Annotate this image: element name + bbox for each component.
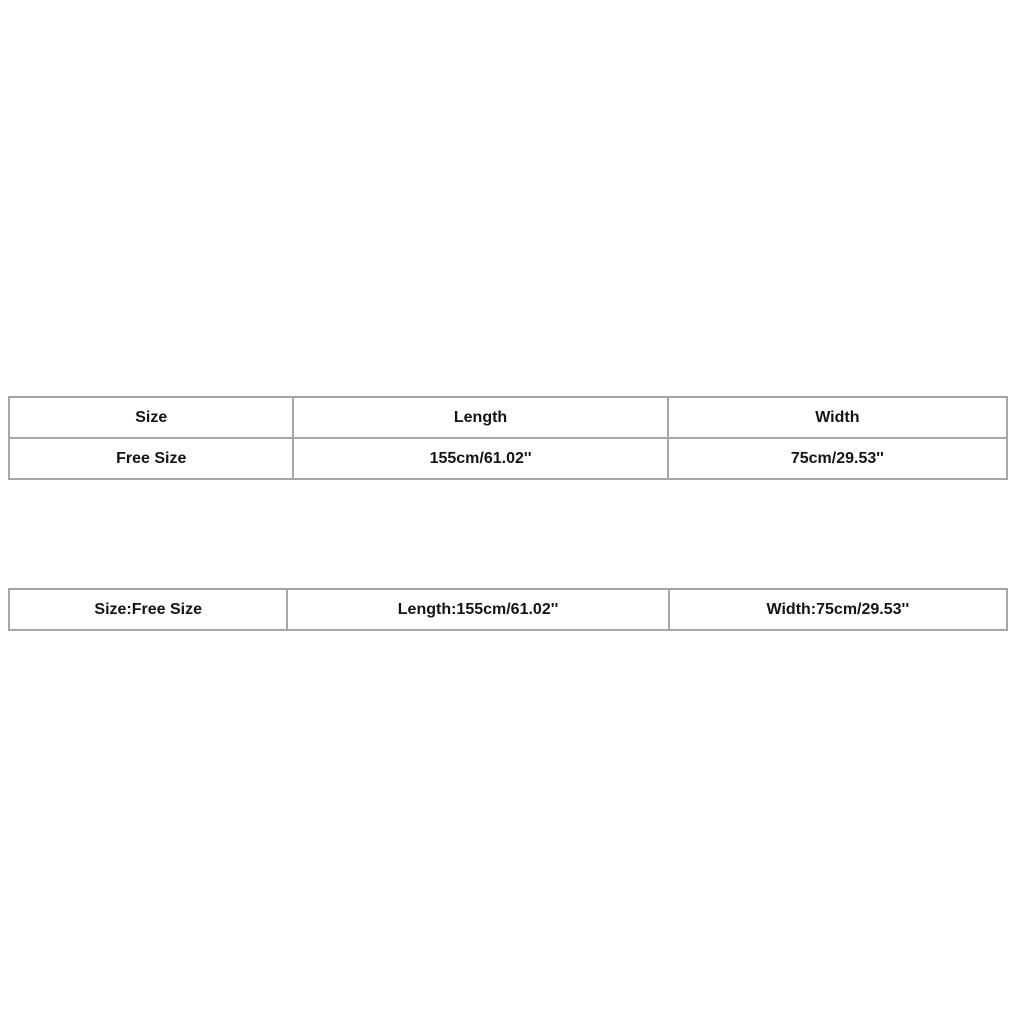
cell-width-value: 75cm/29.53'' bbox=[668, 438, 1007, 479]
size-chart-data-row bbox=[9, 438, 1007, 479]
summary-cell-length: Length:155cm/61.02'' bbox=[287, 589, 668, 630]
cell-size-value: Free Size bbox=[9, 438, 293, 479]
header-cell-length: Length bbox=[293, 397, 667, 438]
header-cell-width: Width bbox=[668, 397, 1007, 438]
size-chart-header-row bbox=[9, 397, 1007, 438]
size-summary-row bbox=[9, 589, 1007, 630]
header-cell-size: Size bbox=[9, 397, 293, 438]
size-chart-table bbox=[8, 396, 1008, 480]
cell-length-value: 155cm/61.02'' bbox=[293, 438, 667, 479]
summary-cell-size: Size:Free Size bbox=[9, 589, 287, 630]
summary-cell-width: Width:75cm/29.53'' bbox=[669, 589, 1007, 630]
size-summary-table bbox=[8, 588, 1008, 631]
